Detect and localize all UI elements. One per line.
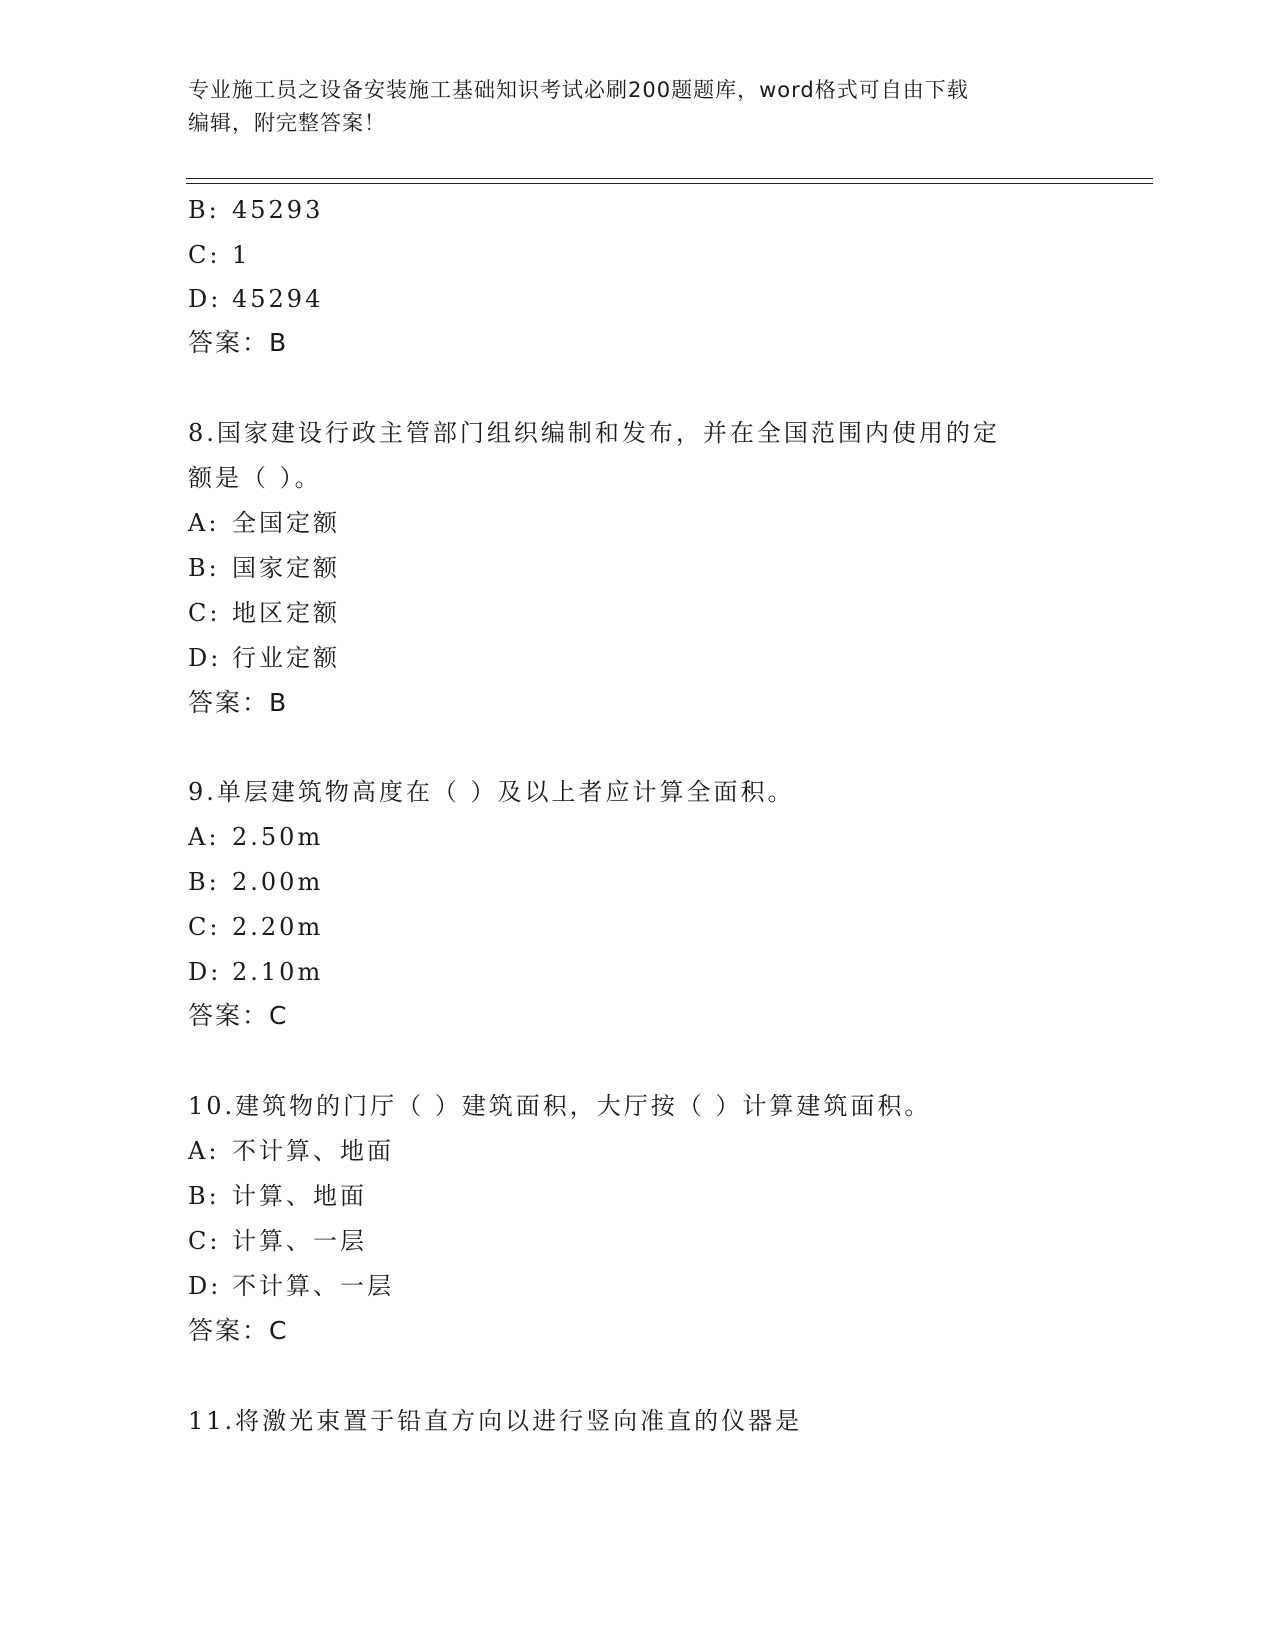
header-line-2: 编辑，附完整答案！ [188,111,386,135]
question-9-option-d: D: 2.10m [188,958,324,986]
question-8-option-d: D: 行业定额 [188,644,340,672]
question-10-option-a: A: 不计算、地面 [188,1137,394,1165]
header-line-1: 专业施工员之设备安装施工基础知识考试必刷200题题库，word格式可自由下载 [188,78,969,102]
header-divider-bottom [186,183,1153,184]
question-11-stem: 11.将激光束置于铅直方向以进行竖向准直的仪器是 [188,1407,803,1435]
question-8-option-a: A: 全国定额 [188,509,340,537]
prev-option-d: D: 45294 [188,285,324,313]
question-8-option-c: C: 地区定额 [188,599,340,627]
prev-option-c: C: 1 [188,241,251,269]
question-10-option-c: C: 计算、一层 [188,1227,367,1255]
question-8-answer: 答案：B [188,688,289,717]
prev-answer: 答案：B [188,328,289,357]
question-9-stem: 9.单层建筑物高度在（ ）及以上者应计算全面积。 [188,778,795,806]
question-10-option-d: D: 不计算、一层 [188,1272,394,1300]
question-8-option-b: B: 国家定额 [188,554,340,582]
document-header [188,74,1088,140]
question-9-option-c: C: 2.20m [188,913,324,941]
question-10-option-b: B: 计算、地面 [188,1182,367,1210]
question-9-option-a: A: 2.50m [188,823,324,851]
question-10-answer: 答案：C [188,1316,289,1345]
question-10-stem: 10.建筑物的门厅（ ）建筑面积，大厅按（ ）计算建筑面积。 [188,1092,932,1120]
question-9-option-b: B: 2.00m [188,868,324,896]
header-divider-top [186,178,1153,179]
question-8-stem-line-1: 8.国家建设行政主管部门组织编制和发布，并在全国范围内使用的定 [188,419,1000,447]
prev-option-b: B: 45293 [188,196,324,224]
question-9-answer: 答案：C [188,1001,289,1030]
question-8-stem-line-2: 额是（ ）。 [188,464,322,492]
